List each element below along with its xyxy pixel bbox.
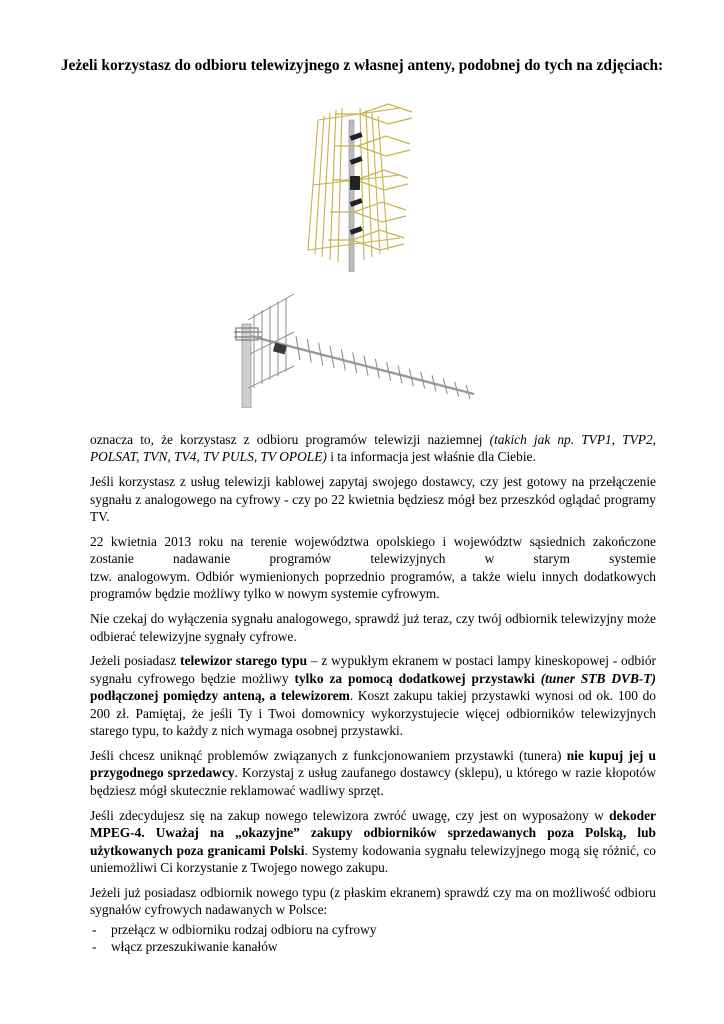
p6-bold-warning: nie kupuj jej u przygodnego sprzedawcy bbox=[90, 748, 656, 781]
paragraph-3-rest: tzw. analogowym. Odbiór wymienionych poprzednio programów, a także wielu innych dodatkowych programów będzie możliwy tylko w nowym systemie cyfrowym. bbox=[90, 568, 656, 602]
p6-text-2: . Korzystaj z usług zaufanego dostawcy (sklepu), u którego w razie kłopotów będziesz mógł skutecznie reklamować wadliwy sprzęt. bbox=[90, 765, 657, 798]
panel-antenna-image bbox=[300, 100, 418, 272]
paragraph-3-line-2: zostanie nadawanie programów telewizyjnych w starym systemie bbox=[90, 551, 656, 567]
document-title: Jeżeli korzystasz do odbioru telewizyjnego z własnej anteny, podobnej do tych na zdjęciach: bbox=[60, 57, 664, 74]
paragraph-6 bbox=[90, 747, 656, 799]
p7-bold-mpeg4: dekoder MPEG-4. Uważaj na „okazyjne” zakupy odbiorników sprzedawanych poza Polską, lub użytkowanych poza granicami Polski bbox=[90, 807, 656, 858]
paragraph-8: Jeżeli już posiadasz odbiornik nowego typu (z płaskim ekranem) sprawdź czy ma on możliwość odbioru sygnałów cyfrowych nadawanych w Polsce: bbox=[90, 884, 656, 918]
paragraph-1 bbox=[90, 431, 656, 466]
paragraph-3-line-1: 22 kwietnia 2013 roku na terenie województwa opolskiego i województw sąsiednich zakończone bbox=[90, 534, 656, 550]
paragraph-7 bbox=[90, 807, 656, 877]
p5-bold-adapter: tylko za pomocą dodatkowej przystawki bbox=[294, 670, 541, 686]
p5-bold-italic-tuner: (tuner STB DVB-T) bbox=[540, 670, 657, 686]
p6-text: Jeśli chcesz uniknąć problemów związanych z funkcjonowaniem przystawki (tunera) bbox=[90, 748, 567, 763]
p1-channels-italic: (takich jak np. TVP1, TVP2, POLSAT, TVN, TV4, TV PULS, TV OPOLE) bbox=[90, 432, 656, 465]
list-item: - włącz przeszukiwanie kanałów bbox=[90, 938, 656, 955]
p7-text: Jeśli zdecydujesz się na zakup nowego telewizora zwróć uwagę, czy jest on wyposażony w bbox=[90, 807, 610, 823]
p1-text-end: i ta informacja jest właśnie dla Ciebie. bbox=[326, 449, 536, 465]
p5-text-3: . Koszt zakupu takiej przystawki wynosi od ok. 100 do 200 zł. Pamiętaj, że jeśli Ty i Twoi domownicy wykorzystujecie więcej odbiorników telewizyjnych starego typu, to każdy z nich wymaga osobnej przystawki. bbox=[90, 688, 656, 739]
paragraph-4: Nie czekaj do wyłączenia sygnału analogowego, sprawdź już teraz, czy twój odbiornik telewizyjny może odbierać telewizyjne sygnały cyfrowe. bbox=[90, 611, 656, 644]
paragraph-2: Jeśli korzystasz z usług telewizji kablowej zapytaj swojego dostawcy, czy jest gotowy na przełączenie sygnału z analogowego na cyfrowy - czy po 22 kwietnia będziesz mógł bez przeszkód oglądać programy TV. bbox=[90, 474, 656, 525]
p5-bold-old-tv: telewizor starego typu bbox=[180, 653, 308, 669]
p5-text-2: – z wypukłym ekranem w postaci lampy kineskopowej - odbiór sygnału cyfrowego będzie możliwy bbox=[90, 653, 656, 686]
p5-text: Jeżeli posiadasz bbox=[90, 653, 181, 669]
p5-bold-connection: podłączonej pomiędzy anteną, a telewizorem bbox=[90, 688, 350, 704]
paragraph-5 bbox=[90, 652, 656, 739]
instructions-list bbox=[90, 921, 656, 956]
p1-text: oznacza to, że korzystasz z odbioru programów telewizji naziemnej bbox=[90, 432, 490, 447]
p7-text-2: . Systemy kodowania sygnału telewizyjnego mogą się różnić, co uniemożliwi Ci korzystanie z Twojego nowego zakupu. bbox=[90, 842, 656, 875]
list-item: - przełącz w odbiorniku rodzaj odbioru na cyfrowy bbox=[90, 921, 656, 938]
body-text bbox=[90, 431, 656, 955]
yagi-antenna-image bbox=[228, 284, 480, 408]
